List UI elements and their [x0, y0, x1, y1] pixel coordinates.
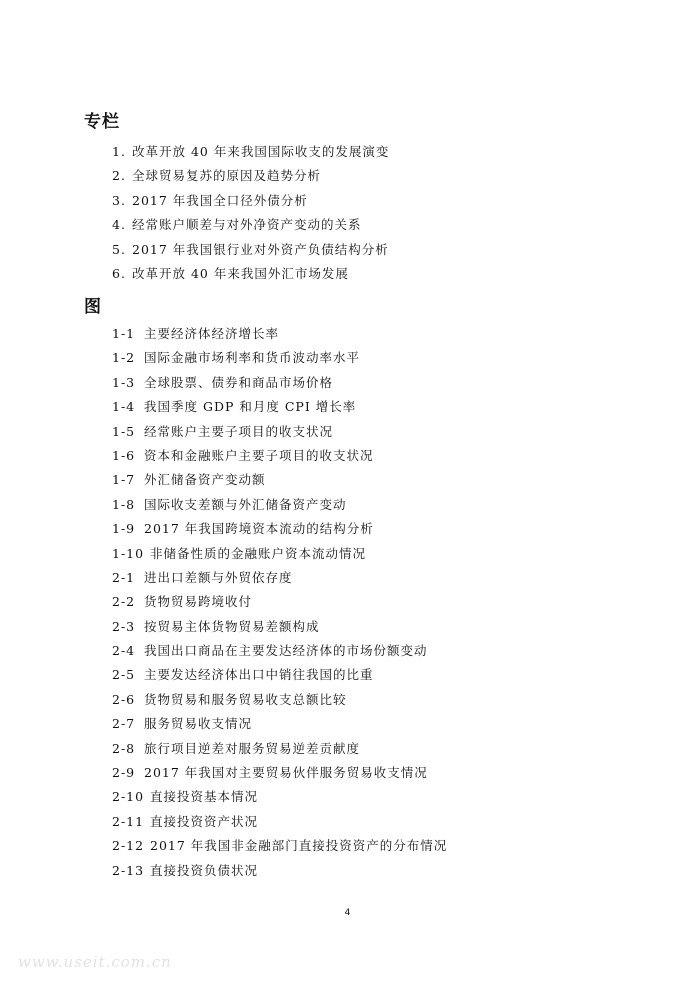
figure-entry: [112, 542, 447, 566]
figure-entry: [112, 420, 447, 444]
figure-entry: [112, 615, 447, 639]
figure-entry: [112, 737, 447, 761]
entry-title: 直接投资基本情况: [150, 789, 259, 805]
entry-number: 2-9: [112, 765, 136, 781]
figure-entry: [112, 322, 447, 346]
entry-title: 经常账户顺差与对外净资产变动的关系: [132, 217, 362, 233]
figure-entry: [112, 517, 447, 541]
entry-number: 2-4: [112, 643, 136, 659]
entry-number: 6.: [112, 265, 126, 281]
entry-number: 2-13: [112, 862, 145, 878]
figure-entry: [112, 761, 447, 785]
entry-title: 旅行项目逆差对服务贸易逆差贡献度: [144, 740, 361, 756]
entry-number: 2-2: [112, 594, 136, 610]
entry-title: 货物贸易和服务贸易收支总额比较: [144, 691, 347, 707]
entry-title: 服务贸易收支情况: [144, 716, 253, 732]
entry-number: 1-1: [112, 326, 136, 341]
entry-number: 2-7: [112, 716, 136, 732]
figure-entry: [112, 493, 447, 517]
page-number: 4: [344, 908, 351, 918]
entry-title: 改革开放 40 年来我国国际收支的发展演变: [132, 144, 390, 159]
entry-title: 货物贸易跨境收付: [144, 594, 253, 610]
entry-title: 我国季度 GDP 和月度 CPI 增长率: [144, 399, 357, 415]
entry-number: 1-10: [112, 545, 145, 561]
column-entry: [112, 262, 389, 286]
entry-title: 按贸易主体货物贸易差额构成: [144, 618, 320, 634]
columns-section-title: 专栏: [84, 112, 120, 132]
entry-number: 1-6: [112, 447, 136, 463]
entry-number: 2.: [112, 168, 126, 184]
column-entry: [112, 189, 389, 213]
entry-number: 2-12: [112, 838, 145, 854]
figure-entry: [112, 468, 447, 492]
entry-number: 2-8: [112, 740, 136, 756]
entry-number: 3.: [112, 192, 126, 208]
watermark-text: www.useit.com.cn: [18, 953, 172, 971]
figure-entry: [112, 346, 447, 370]
columns-list: [112, 140, 389, 286]
entry-number: 2-11: [112, 813, 145, 829]
column-entry: [112, 164, 389, 188]
entry-title: 2017 年我国全口径外债分析: [132, 192, 308, 208]
entry-number: 1-7: [112, 472, 136, 488]
figure-entry: [112, 785, 447, 809]
figure-entry: [112, 859, 447, 883]
entry-number: 4.: [112, 217, 126, 233]
entry-number: 1-3: [112, 374, 136, 390]
column-entry: [112, 238, 389, 262]
entry-number: 1-5: [112, 423, 136, 439]
entry-number: 2-3: [112, 618, 136, 634]
column-entry: [112, 213, 389, 237]
figure-entry: [112, 688, 447, 712]
entry-title: 国际收支差额与外汇储备资产变动: [144, 496, 347, 512]
entry-title: 资本和金融账户主要子项目的收支状况: [144, 447, 374, 463]
entry-title: 直接投资负债状况: [150, 862, 259, 878]
figure-entry: [112, 663, 447, 687]
column-entry: [112, 140, 389, 164]
entry-number: 1.: [112, 144, 126, 159]
entry-title: 国际金融市场利率和货币波动率水平: [144, 350, 361, 366]
entry-title: 全球贸易复苏的原因及趋势分析: [132, 168, 322, 184]
figure-entry: [112, 810, 447, 834]
figure-entry: [112, 444, 447, 468]
figure-entry: [112, 566, 447, 590]
figures-section-title: 图: [84, 297, 102, 317]
entry-title: 全球股票、债券和商品市场价格: [144, 374, 334, 390]
entry-number: 5.: [112, 241, 126, 257]
entry-number: 1-4: [112, 399, 136, 415]
entry-number: 2-5: [112, 667, 136, 683]
entry-title: 主要经济体经济增长率: [144, 326, 280, 341]
figure-entry: [112, 371, 447, 395]
figures-list: [112, 322, 447, 883]
entry-title: 进出口差额与外贸依存度: [144, 569, 293, 585]
entry-number: 1-8: [112, 496, 136, 512]
entry-title: 改革开放 40 年来我国外汇市场发展: [132, 265, 349, 281]
entry-title: 外汇储备资产变动额: [144, 472, 266, 488]
figure-entry: [112, 590, 447, 614]
entry-title: 直接投资资产状况: [150, 813, 259, 829]
entry-title: 主要发达经济体出口中销往我国的比重: [144, 667, 374, 683]
entry-title: 经常账户主要子项目的收支状况: [144, 423, 334, 439]
entry-title: 非储备性质的金融账户资本流动情况: [150, 545, 367, 561]
figure-entry: [112, 834, 447, 858]
entry-number: 1-2: [112, 350, 136, 366]
entry-title: 2017 年我国非金融部门直接投资资产的分布情况: [150, 838, 448, 854]
entry-title: 我国出口商品在主要发达经济体的市场份额变动: [144, 643, 428, 659]
figure-entry: [112, 712, 447, 736]
entry-number: 2-1: [112, 569, 136, 585]
entry-title: 2017 年我国对主要贸易伙伴服务贸易收支情况: [144, 765, 428, 781]
figure-entry: [112, 639, 447, 663]
figure-entry: [112, 395, 447, 419]
entry-title: 2017 年我国银行业对外资产负债结构分析: [132, 241, 389, 257]
entry-title: 2017 年我国跨境资本流动的结构分析: [144, 521, 374, 537]
entry-number: 2-6: [112, 691, 136, 707]
entry-number: 1-9: [112, 521, 136, 537]
entry-number: 2-10: [112, 789, 145, 805]
